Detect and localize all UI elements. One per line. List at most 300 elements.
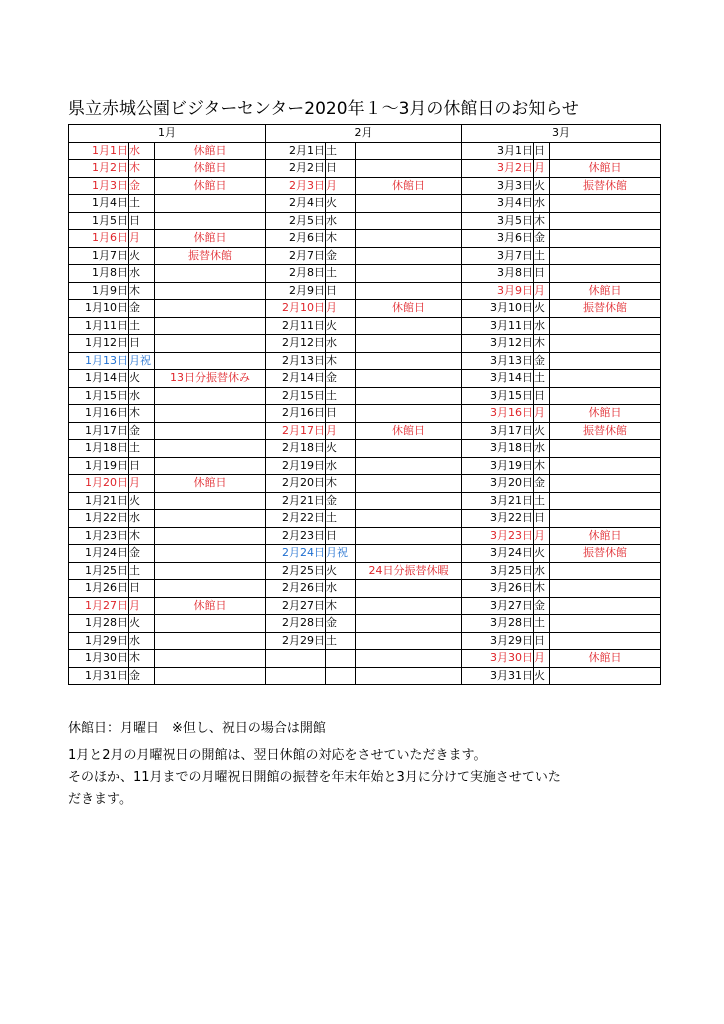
feb-note-cell [356, 230, 462, 248]
jan-date-cell: 1月10日 [69, 300, 129, 318]
feb-weekday-cell: 土 [326, 632, 356, 650]
mar-weekday-cell: 土 [534, 615, 550, 633]
mar-weekday-cell: 月 [534, 527, 550, 545]
feb-note-cell: 24日分振替休暇 [356, 562, 462, 580]
jan-note-cell: 休館日 [155, 160, 266, 178]
feb-note-cell [356, 387, 462, 405]
jan-note-cell [155, 422, 266, 440]
feb-note-cell [356, 160, 462, 178]
feb-weekday-cell: 火 [326, 317, 356, 335]
mar-weekday-cell: 月 [534, 160, 550, 178]
jan-date-cell: 1月3日 [69, 177, 129, 195]
table-row [69, 300, 661, 318]
feb-date-cell: 2月17日 [266, 422, 326, 440]
mar-note-cell [550, 265, 661, 283]
jan-note-cell [155, 300, 266, 318]
table-row [69, 615, 661, 633]
feb-weekday-cell: 木 [326, 230, 356, 248]
mar-weekday-cell: 日 [534, 142, 550, 160]
jan-weekday-cell: 金 [129, 177, 155, 195]
feb-date-cell: 2月25日 [266, 562, 326, 580]
mar-weekday-cell: 日 [534, 632, 550, 650]
table-row [69, 440, 661, 458]
mar-note-cell [550, 457, 661, 475]
feb-date-cell: 2月29日 [266, 632, 326, 650]
feb-weekday-cell: 日 [326, 160, 356, 178]
jan-date-cell: 1月7日 [69, 247, 129, 265]
jan-date-cell: 1月21日 [69, 492, 129, 510]
mar-note-cell: 休館日 [550, 160, 661, 178]
jan-date-cell: 1月17日 [69, 422, 129, 440]
feb-date-cell: 2月6日 [266, 230, 326, 248]
mar-weekday-cell: 土 [534, 492, 550, 510]
jan-weekday-cell: 月祝 [129, 352, 155, 370]
table-row [69, 335, 661, 353]
feb-weekday-cell: 木 [326, 597, 356, 615]
feb-date-cell: 2月28日 [266, 615, 326, 633]
jan-note-cell [155, 562, 266, 580]
jan-weekday-cell: 火 [129, 247, 155, 265]
closed-day-rule: 休館日：月曜日 ※但し、祝日の場合は開館 [68, 721, 326, 736]
jan-note-cell: 休館日 [155, 230, 266, 248]
mar-note-cell [550, 212, 661, 230]
jan-weekday-cell: 水 [129, 265, 155, 283]
mar-date-cell: 3月3日 [462, 177, 534, 195]
mar-note-cell [550, 475, 661, 493]
feb-note-cell [356, 475, 462, 493]
mar-note-cell: 休館日 [550, 650, 661, 668]
jan-note-cell [155, 405, 266, 423]
feb-date-cell: 2月21日 [266, 492, 326, 510]
mar-note-cell [550, 615, 661, 633]
feb-date-cell: 2月26日 [266, 580, 326, 598]
mar-note-cell: 休館日 [550, 527, 661, 545]
table-row [69, 370, 661, 388]
table-row [69, 282, 661, 300]
mar-date-cell: 3月18日 [462, 440, 534, 458]
jan-note-cell [155, 317, 266, 335]
month-header-mar: 3月 [462, 125, 661, 143]
jan-date-cell: 1月26日 [69, 580, 129, 598]
mar-date-cell: 3月29日 [462, 632, 534, 650]
mar-date-cell: 3月11日 [462, 317, 534, 335]
mar-weekday-cell: 土 [534, 370, 550, 388]
mar-note-cell: 休館日 [550, 405, 661, 423]
mar-weekday-cell: 日 [534, 265, 550, 283]
jan-weekday-cell: 火 [129, 615, 155, 633]
mar-note-cell [550, 492, 661, 510]
table-row [69, 580, 661, 598]
jan-date-cell: 1月20日 [69, 475, 129, 493]
feb-weekday-cell: 金 [326, 615, 356, 633]
table-row [69, 562, 661, 580]
feb-note-cell: 休館日 [356, 422, 462, 440]
mar-note-cell [550, 440, 661, 458]
jan-date-cell: 1月5日 [69, 212, 129, 230]
table-row [69, 265, 661, 283]
feb-weekday-cell: 金 [326, 370, 356, 388]
jan-date-cell: 1月19日 [69, 457, 129, 475]
mar-note-cell [550, 580, 661, 598]
feb-weekday-cell: 水 [326, 212, 356, 230]
jan-weekday-cell: 日 [129, 212, 155, 230]
feb-note-cell [356, 247, 462, 265]
feb-weekday-cell: 木 [326, 352, 356, 370]
feb-date-cell: 2月16日 [266, 405, 326, 423]
jan-note-cell: 休館日 [155, 597, 266, 615]
jan-date-cell: 1月24日 [69, 545, 129, 563]
jan-date-cell: 1月12日 [69, 335, 129, 353]
feb-weekday-cell: 水 [326, 457, 356, 475]
table-row [69, 667, 661, 685]
jan-note-cell [155, 632, 266, 650]
jan-note-cell [155, 615, 266, 633]
mar-date-cell: 3月10日 [462, 300, 534, 318]
jan-weekday-cell: 木 [129, 405, 155, 423]
jan-note-cell [155, 457, 266, 475]
jan-note-cell [155, 650, 266, 668]
jan-weekday-cell: 木 [129, 160, 155, 178]
note-line-3: だきます。 [68, 792, 132, 807]
jan-date-cell: 1月14日 [69, 370, 129, 388]
table-row [69, 352, 661, 370]
feb-date-cell: 2月23日 [266, 527, 326, 545]
table-row [69, 527, 661, 545]
feb-note-cell [356, 405, 462, 423]
jan-weekday-cell: 日 [129, 457, 155, 475]
mar-date-cell: 3月9日 [462, 282, 534, 300]
table-row [69, 597, 661, 615]
mar-weekday-cell: 火 [534, 422, 550, 440]
feb-weekday-cell: 水 [326, 335, 356, 353]
mar-date-cell: 3月25日 [462, 562, 534, 580]
jan-date-cell: 1月29日 [69, 632, 129, 650]
table-row [69, 142, 661, 160]
feb-date-cell: 2月11日 [266, 317, 326, 335]
feb-date-cell: 2月5日 [266, 212, 326, 230]
jan-weekday-cell: 木 [129, 650, 155, 668]
jan-note-cell [155, 527, 266, 545]
feb-note-cell [356, 265, 462, 283]
table-row [69, 422, 661, 440]
mar-date-cell: 3月31日 [462, 667, 534, 685]
mar-date-cell: 3月15日 [462, 387, 534, 405]
feb-note-cell [356, 195, 462, 213]
mar-note-cell: 振替休館 [550, 177, 661, 195]
mar-date-cell: 3月24日 [462, 545, 534, 563]
table-row [69, 405, 661, 423]
feb-weekday-cell: 土 [326, 387, 356, 405]
mar-weekday-cell: 水 [534, 440, 550, 458]
mar-date-cell: 3月14日 [462, 370, 534, 388]
jan-note-cell: 休館日 [155, 142, 266, 160]
feb-date-cell: 2月7日 [266, 247, 326, 265]
mar-weekday-cell: 月 [534, 282, 550, 300]
mar-note-cell [550, 317, 661, 335]
mar-weekday-cell: 水 [534, 562, 550, 580]
jan-weekday-cell: 日 [129, 580, 155, 598]
feb-weekday-cell: 土 [326, 265, 356, 283]
mar-note-cell: 振替休館 [550, 300, 661, 318]
jan-date-cell: 1月16日 [69, 405, 129, 423]
mar-note-cell [550, 667, 661, 685]
feb-weekday-cell: 月 [326, 177, 356, 195]
feb-note-cell: 休館日 [356, 177, 462, 195]
mar-date-cell: 3月7日 [462, 247, 534, 265]
mar-weekday-cell: 月 [534, 650, 550, 668]
jan-weekday-cell: 水 [129, 142, 155, 160]
feb-date-cell: 2月27日 [266, 597, 326, 615]
feb-note-cell [356, 527, 462, 545]
feb-date-cell: 2月22日 [266, 510, 326, 528]
feb-note-cell [356, 440, 462, 458]
mar-date-cell: 3月21日 [462, 492, 534, 510]
table-row [69, 545, 661, 563]
mar-weekday-cell: 火 [534, 667, 550, 685]
jan-date-cell: 1月1日 [69, 142, 129, 160]
mar-weekday-cell: 水 [534, 317, 550, 335]
feb-weekday-cell [326, 667, 356, 685]
mar-date-cell: 3月8日 [462, 265, 534, 283]
mar-note-cell [550, 335, 661, 353]
jan-note-cell [155, 510, 266, 528]
mar-note-cell [550, 247, 661, 265]
jan-weekday-cell: 土 [129, 562, 155, 580]
mar-weekday-cell: 金 [534, 352, 550, 370]
feb-weekday-cell: 水 [326, 580, 356, 598]
jan-weekday-cell: 水 [129, 510, 155, 528]
mar-date-cell: 3月17日 [462, 422, 534, 440]
mar-date-cell: 3月6日 [462, 230, 534, 248]
mar-note-cell [550, 510, 661, 528]
mar-note-cell: 振替休館 [550, 545, 661, 563]
mar-weekday-cell: 土 [534, 247, 550, 265]
feb-date-cell: 2月3日 [266, 177, 326, 195]
jan-weekday-cell: 月 [129, 597, 155, 615]
jan-note-cell [155, 387, 266, 405]
feb-weekday-cell: 日 [326, 405, 356, 423]
jan-date-cell: 1月4日 [69, 195, 129, 213]
mar-weekday-cell: 月 [534, 405, 550, 423]
jan-date-cell: 1月30日 [69, 650, 129, 668]
jan-date-cell: 1月11日 [69, 317, 129, 335]
feb-date-cell: 2月19日 [266, 457, 326, 475]
jan-weekday-cell: 土 [129, 317, 155, 335]
feb-weekday-cell [326, 650, 356, 668]
feb-note-cell [356, 492, 462, 510]
jan-note-cell: 休館日 [155, 177, 266, 195]
mar-weekday-cell: 金 [534, 475, 550, 493]
jan-note-cell [155, 667, 266, 685]
mar-weekday-cell: 金 [534, 597, 550, 615]
table-row [69, 317, 661, 335]
jan-date-cell: 1月6日 [69, 230, 129, 248]
table-row [69, 510, 661, 528]
mar-date-cell: 3月23日 [462, 527, 534, 545]
feb-date-cell: 2月18日 [266, 440, 326, 458]
feb-date-cell: 2月15日 [266, 387, 326, 405]
jan-date-cell: 1月2日 [69, 160, 129, 178]
feb-date-cell: 2月20日 [266, 475, 326, 493]
mar-date-cell: 3月5日 [462, 212, 534, 230]
feb-note-cell [356, 667, 462, 685]
jan-date-cell: 1月8日 [69, 265, 129, 283]
jan-note-cell [155, 265, 266, 283]
feb-date-cell [266, 650, 326, 668]
mar-date-cell: 3月13日 [462, 352, 534, 370]
mar-note-cell [550, 597, 661, 615]
page-title: 県立赤城公園ビジターセンター2020年１～3月の休館日のお知らせ [68, 99, 579, 119]
mar-weekday-cell: 火 [534, 545, 550, 563]
jan-weekday-cell: 金 [129, 422, 155, 440]
mar-date-cell: 3月26日 [462, 580, 534, 598]
feb-note-cell [356, 615, 462, 633]
feb-note-cell [356, 510, 462, 528]
feb-date-cell [266, 667, 326, 685]
jan-note-cell: 振替休館 [155, 247, 266, 265]
jan-note-cell: 休館日 [155, 475, 266, 493]
jan-note-cell [155, 492, 266, 510]
jan-weekday-cell: 木 [129, 527, 155, 545]
mar-note-cell [550, 142, 661, 160]
jan-weekday-cell: 土 [129, 440, 155, 458]
jan-date-cell: 1月28日 [69, 615, 129, 633]
jan-date-cell: 1月9日 [69, 282, 129, 300]
jan-note-cell [155, 580, 266, 598]
feb-note-cell [356, 335, 462, 353]
month-header-jan: 1月 [69, 125, 266, 143]
mar-note-cell [550, 352, 661, 370]
mar-weekday-cell: 日 [534, 387, 550, 405]
table-row [69, 177, 661, 195]
mar-date-cell: 3月20日 [462, 475, 534, 493]
jan-date-cell: 1月31日 [69, 667, 129, 685]
table-row [69, 475, 661, 493]
feb-note-cell [356, 545, 462, 563]
mar-note-cell [550, 230, 661, 248]
mar-weekday-cell: 日 [534, 510, 550, 528]
feb-note-cell [356, 317, 462, 335]
jan-weekday-cell: 木 [129, 282, 155, 300]
mar-weekday-cell: 火 [534, 300, 550, 318]
mar-weekday-cell: 木 [534, 457, 550, 475]
feb-date-cell: 2月2日 [266, 160, 326, 178]
feb-date-cell: 2月24日 [266, 545, 326, 563]
month-header-feb: 2月 [266, 125, 462, 143]
month-header-row [69, 125, 661, 143]
table-row [69, 195, 661, 213]
mar-date-cell: 3月30日 [462, 650, 534, 668]
mar-weekday-cell: 金 [534, 230, 550, 248]
jan-date-cell: 1月18日 [69, 440, 129, 458]
feb-note-cell [356, 457, 462, 475]
mar-date-cell: 3月1日 [462, 142, 534, 160]
jan-date-cell: 1月27日 [69, 597, 129, 615]
jan-weekday-cell: 土 [129, 195, 155, 213]
table-row [69, 247, 661, 265]
feb-weekday-cell: 月 [326, 300, 356, 318]
feb-note-cell [356, 597, 462, 615]
feb-date-cell: 2月1日 [266, 142, 326, 160]
jan-date-cell: 1月13日 [69, 352, 129, 370]
table-row [69, 387, 661, 405]
jan-note-cell [155, 212, 266, 230]
feb-weekday-cell: 日 [326, 282, 356, 300]
closure-calendar-table [68, 124, 661, 685]
feb-weekday-cell: 月 [326, 422, 356, 440]
mar-date-cell: 3月27日 [462, 597, 534, 615]
feb-note-cell [356, 632, 462, 650]
jan-weekday-cell: 金 [129, 667, 155, 685]
table-row [69, 230, 661, 248]
feb-note-cell [356, 212, 462, 230]
feb-date-cell: 2月9日 [266, 282, 326, 300]
feb-weekday-cell: 土 [326, 142, 356, 160]
mar-date-cell: 3月2日 [462, 160, 534, 178]
table-row [69, 492, 661, 510]
mar-date-cell: 3月22日 [462, 510, 534, 528]
table-row [69, 160, 661, 178]
jan-weekday-cell: 金 [129, 300, 155, 318]
mar-note-cell [550, 370, 661, 388]
mar-note-cell: 休館日 [550, 282, 661, 300]
feb-note-cell [356, 370, 462, 388]
mar-weekday-cell: 木 [534, 212, 550, 230]
mar-weekday-cell: 水 [534, 195, 550, 213]
mar-note-cell [550, 387, 661, 405]
feb-weekday-cell: 火 [326, 195, 356, 213]
jan-weekday-cell: 日 [129, 335, 155, 353]
table-row [69, 212, 661, 230]
table-row [69, 650, 661, 668]
feb-weekday-cell: 木 [326, 475, 356, 493]
mar-note-cell: 振替休館 [550, 422, 661, 440]
note-line-2: そのほか、11月までの月曜祝日開館の振替を年末年始と3月に分けて実施させていた [68, 770, 561, 785]
mar-date-cell: 3月19日 [462, 457, 534, 475]
jan-date-cell: 1月15日 [69, 387, 129, 405]
feb-date-cell: 2月10日 [266, 300, 326, 318]
feb-weekday-cell: 火 [326, 562, 356, 580]
mar-date-cell: 3月4日 [462, 195, 534, 213]
feb-note-cell [356, 282, 462, 300]
mar-date-cell: 3月28日 [462, 615, 534, 633]
jan-date-cell: 1月23日 [69, 527, 129, 545]
feb-note-cell [356, 580, 462, 598]
jan-weekday-cell: 月 [129, 475, 155, 493]
feb-weekday-cell: 月祝 [326, 545, 356, 563]
mar-date-cell: 3月16日 [462, 405, 534, 423]
mar-note-cell [550, 195, 661, 213]
jan-weekday-cell: 火 [129, 370, 155, 388]
jan-note-cell: 13日分振替休み [155, 370, 266, 388]
mar-note-cell [550, 562, 661, 580]
feb-weekday-cell: 火 [326, 440, 356, 458]
feb-note-cell [356, 142, 462, 160]
feb-date-cell: 2月14日 [266, 370, 326, 388]
jan-weekday-cell: 水 [129, 387, 155, 405]
feb-note-cell [356, 650, 462, 668]
jan-note-cell [155, 440, 266, 458]
jan-weekday-cell: 月 [129, 230, 155, 248]
mar-weekday-cell: 火 [534, 177, 550, 195]
jan-note-cell [155, 282, 266, 300]
feb-weekday-cell: 日 [326, 527, 356, 545]
jan-note-cell [155, 335, 266, 353]
feb-date-cell: 2月8日 [266, 265, 326, 283]
feb-date-cell: 2月12日 [266, 335, 326, 353]
jan-weekday-cell: 水 [129, 632, 155, 650]
feb-date-cell: 2月4日 [266, 195, 326, 213]
